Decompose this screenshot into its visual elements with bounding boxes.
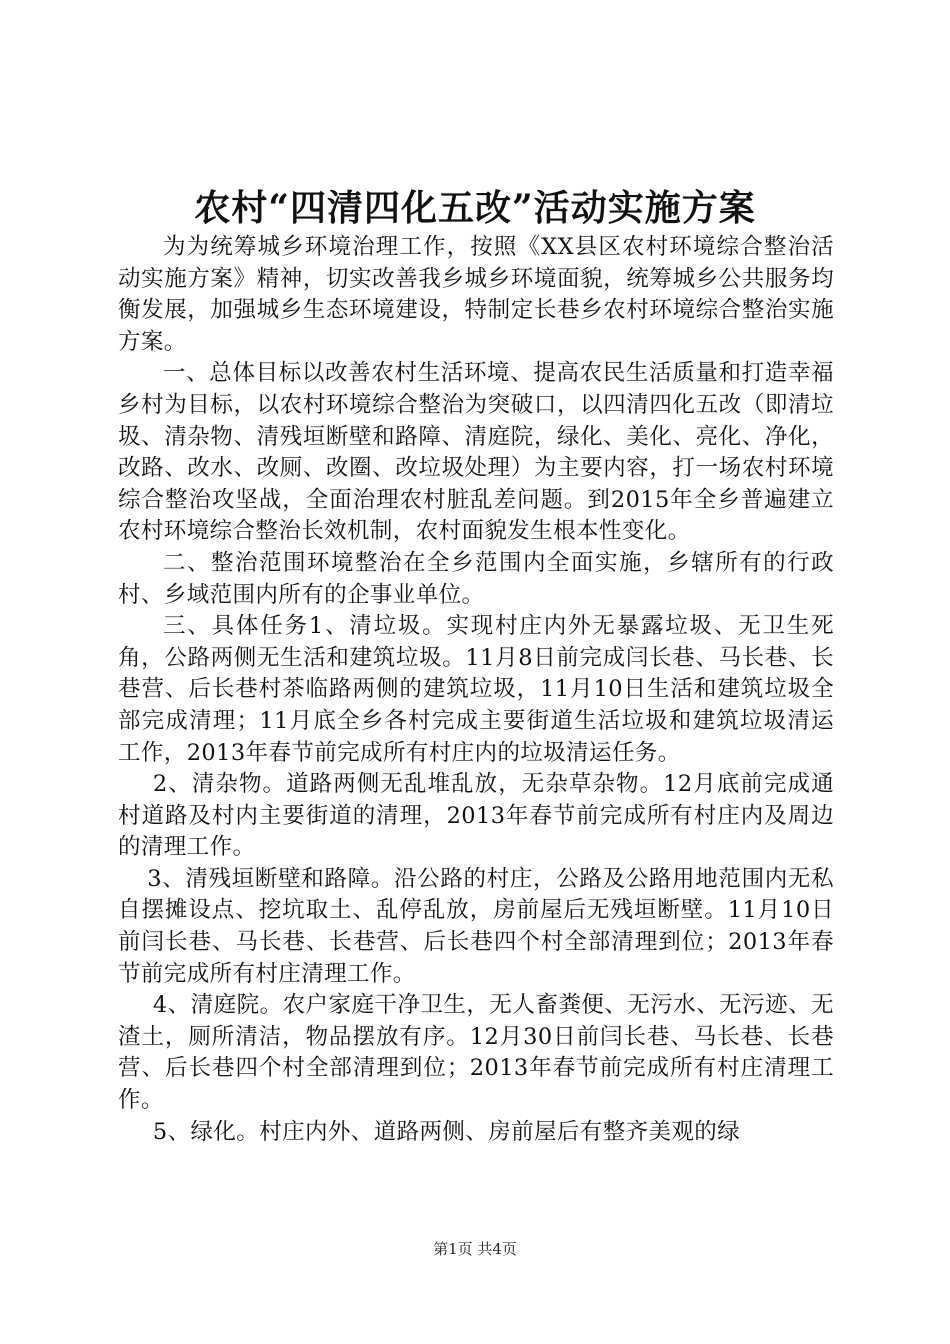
paragraph-task-clear-ruins: 3、清残垣断壁和路障。沿公路的村庄，公路及公路用地范围内无私自摆摊设点、挖坑取土、乱停乱放，房前屋后无残垣断壁。11月10日前闫长巷、马长巷、长巷营、后长巷四个村全部清理到位；2013年春节前完成所有村庄清理工作。 bbox=[118, 865, 834, 987]
document-title: 农村“四清四化五改”活动实施方案 bbox=[194, 187, 756, 229]
paragraph-overall-goal: 一、总体目标以改善农村生活环境、提高农民生活质量和打造幸福乡村为目标，以农村环境综合整治为突破口，以四清四化五改（即清垃圾、清杂物、清残垣断壁和路障、清庭院，绿化、美化、亮化、净化，改路、改水、改厕、改圈、改垃圾处理）为主要内容，打一场农村环境综合整治攻坚战，全面治理农村脏乱差问题。到2015年全乡普遍建立农村环境综合整治长效机制，农村面貌发生根本性变化。 bbox=[118, 360, 834, 545]
page-number-footer: 第1页 共4页 bbox=[433, 1240, 517, 1258]
paragraph-task-clear-garbage: 三、具体任务1、清垃圾。实现村庄内外无暴露垃圾、无卫生死角，公路两侧无生活和建筑垃圾。11月8日前完成闫长巷、马长巷、长巷营、后长巷村茶临路两侧的建筑垃圾，11月10日生活和建筑垃圾全部完成清理；11月底全乡各村完成主要街道生活垃圾和建筑垃圾清运工作，2013年春节前完成所有村庄内的垃圾清运任务。 bbox=[118, 613, 834, 766]
paragraph-task-clear-courtyard: 4、清庭院。农户家庭干净卫生，无人畜粪便、无污水、无污迹、无渣土，厕所清洁，物品摆放有序。12月30日前闫长巷、马长巷、长巷营、后长巷四个村全部清理到位；2013年春节前完成所有村庄清理工作。 bbox=[118, 992, 834, 1114]
paragraph-task-clear-debris: 2、清杂物。道路两侧无乱堆乱放，无杂草杂物。12月底前完成通村道路及村内主要街道的清理，2013年春节前完成所有村庄内及周边的清理工作。 bbox=[118, 771, 834, 861]
document-body bbox=[118, 232, 834, 1148]
paragraph-scope: 二、整治范围环境整治在全乡范围内全面实施，乡辖所有的行政村、乡域范围内所有的企事业单位。 bbox=[118, 549, 834, 608]
paragraph-intro: 为为统筹城乡环境治理工作，按照《XX县区农村环境综合整治活动实施方案》精神，切实改善我乡城乡环境面貌，统筹城乡公共服务均衡发展，加强城乡生态环境建设，特制定长巷乡农村环境综合整治实施方案。 bbox=[118, 234, 834, 355]
paragraph-task-greening: 5、绿化。村庄内外、道路两侧、房前屋后有整齐美观的绿 bbox=[152, 1118, 741, 1145]
